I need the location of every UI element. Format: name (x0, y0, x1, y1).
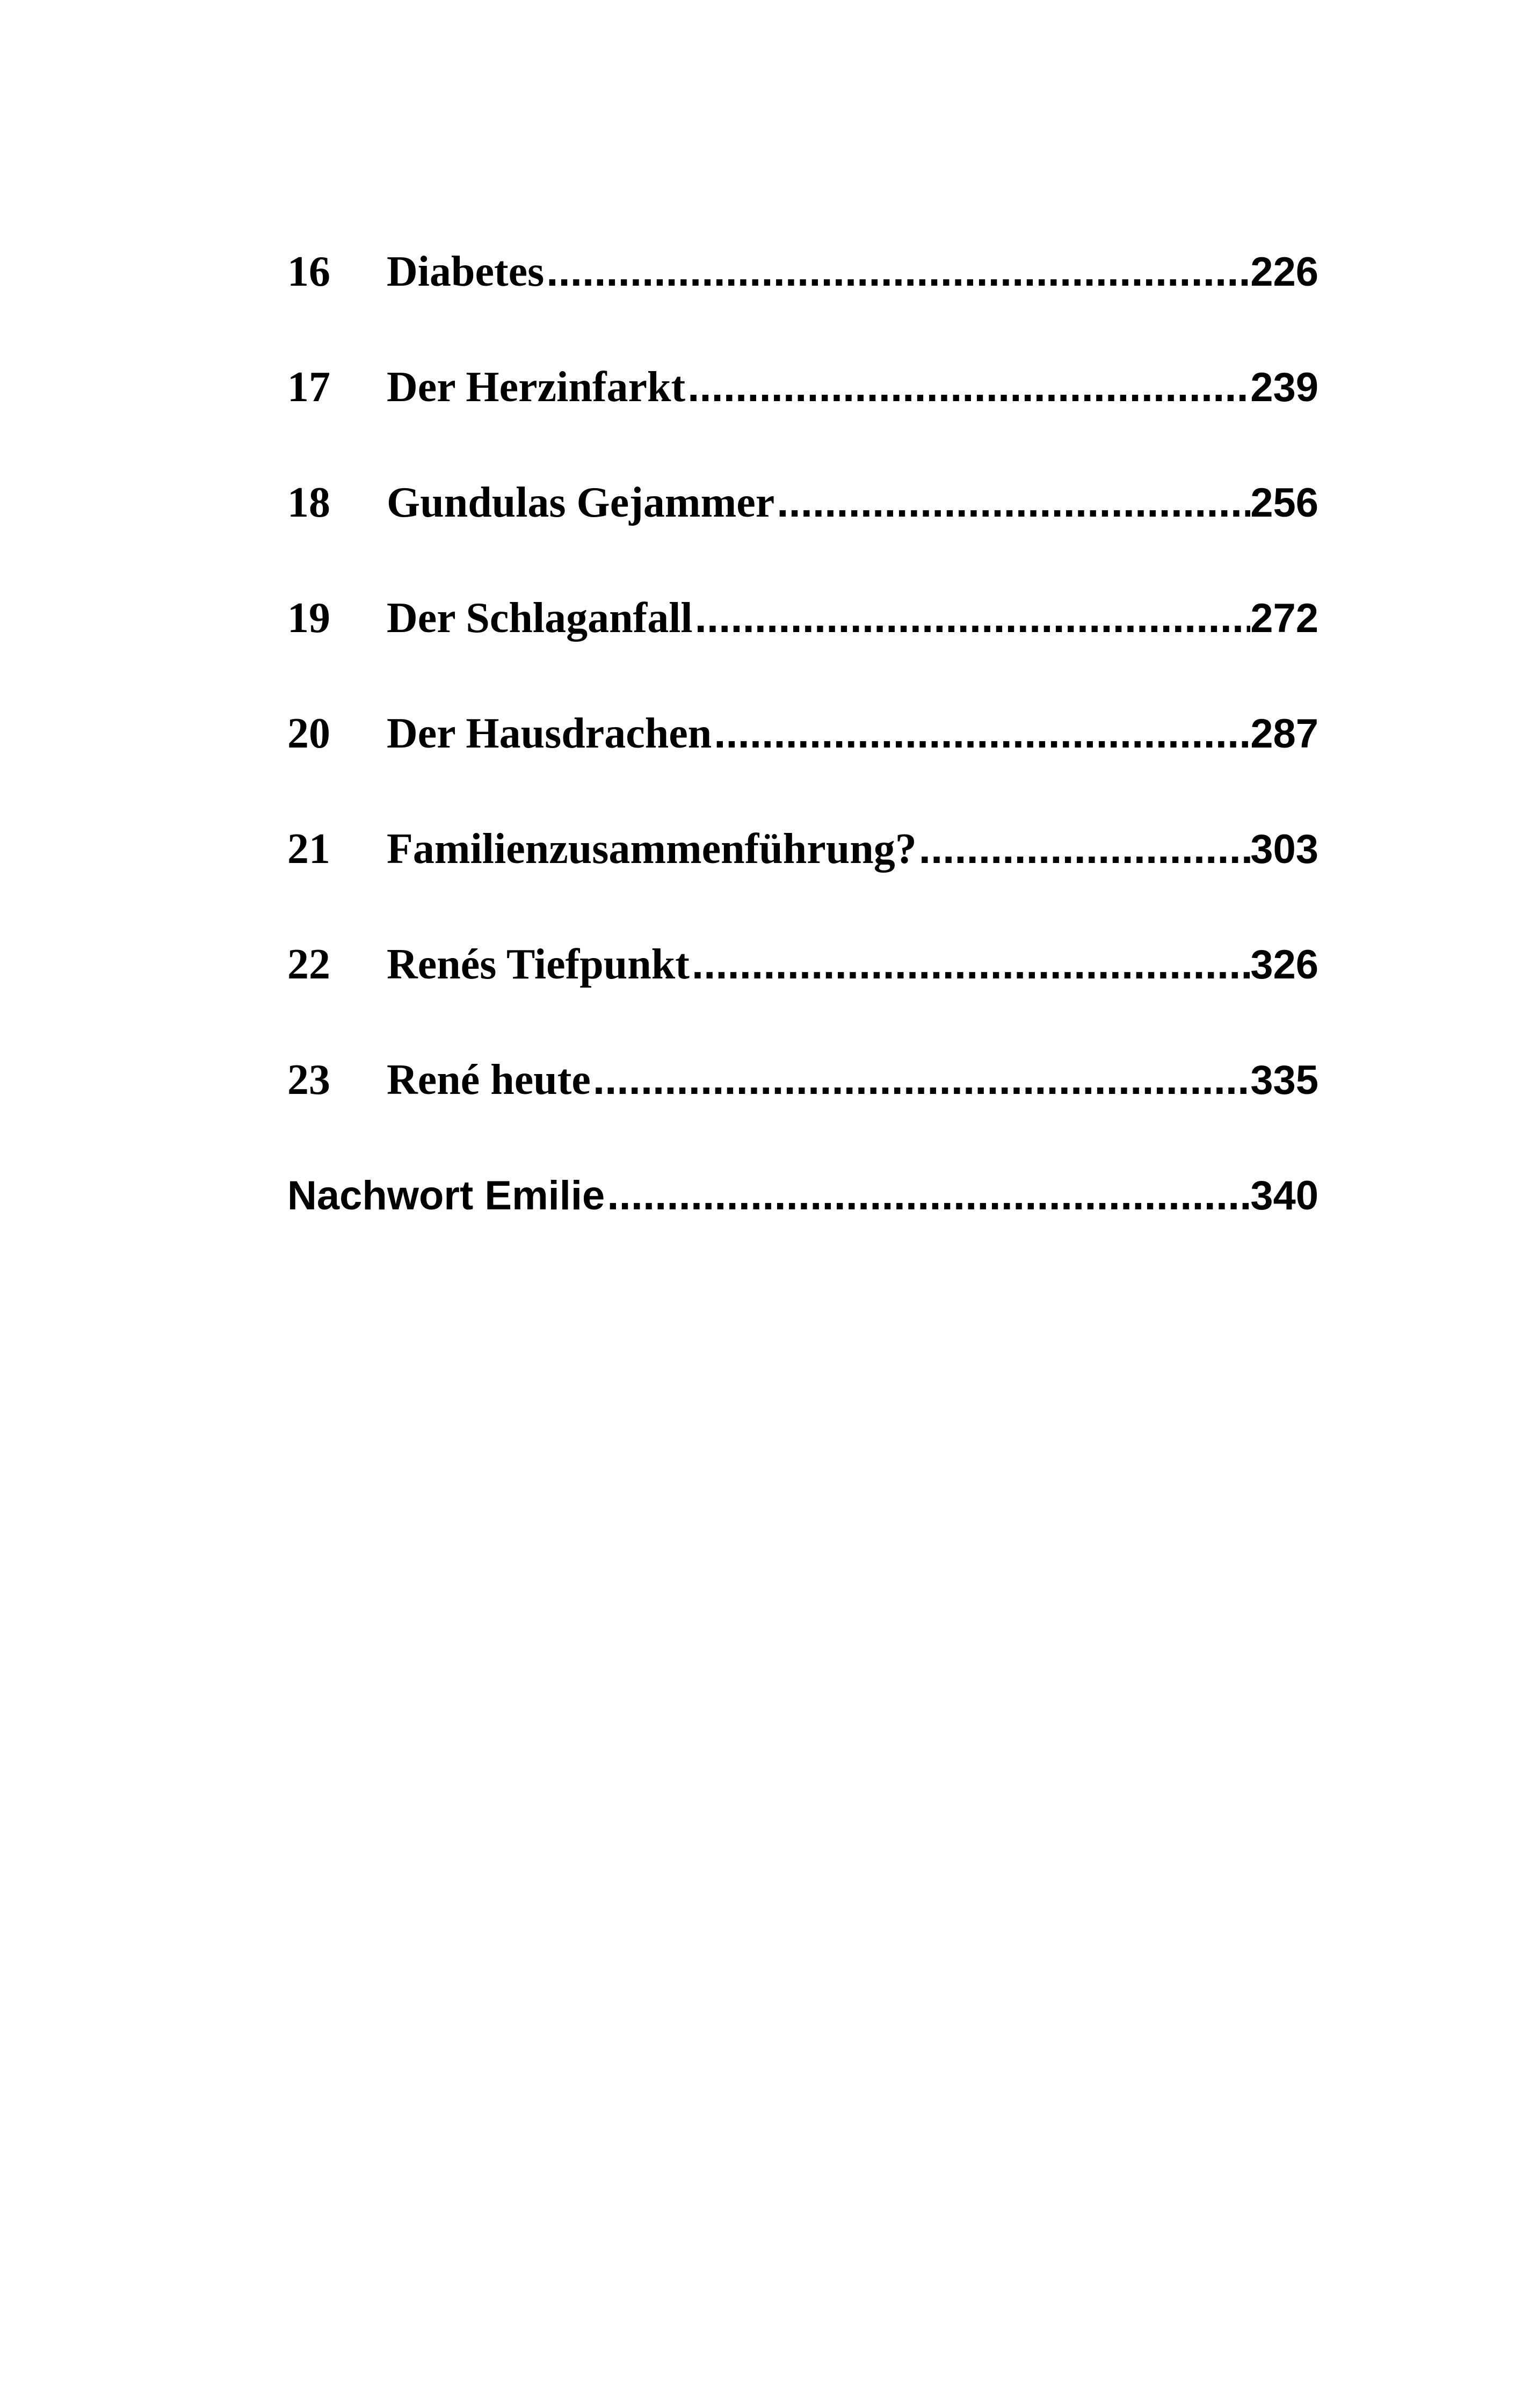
afterword-title: Nachwort Emilie (287, 1173, 605, 1218)
toc-entry-20[interactable] (287, 703, 1318, 819)
dot-leader (544, 242, 1250, 301)
dot-leader (591, 1050, 1250, 1109)
table-of-contents (287, 242, 1318, 1281)
chapter-number: 21 (287, 825, 330, 873)
dot-leader (774, 473, 1250, 532)
page-number: 326 (1250, 942, 1318, 988)
toc-entry-21[interactable] (287, 819, 1318, 934)
chapter-title: Der Herzinfarkt (387, 364, 686, 411)
toc-entry-19[interactable] (287, 588, 1318, 703)
toc-entry-18[interactable] (287, 473, 1318, 588)
page-number: 256 (1250, 480, 1318, 526)
chapter-title: Familienzusammenführung? (387, 825, 917, 873)
toc-entry-16[interactable] (287, 242, 1318, 357)
page-number: 226 (1250, 249, 1318, 295)
chapter-number: 18 (287, 479, 330, 526)
chapter-number: 17 (287, 364, 330, 411)
page-number: 340 (1250, 1173, 1318, 1218)
page-number: 287 (1250, 711, 1318, 757)
dot-leader (685, 357, 1250, 416)
chapter-title: Renés Tiefpunkt (387, 941, 690, 988)
chapter-number: 23 (287, 1056, 330, 1104)
dot-leader (693, 588, 1251, 647)
dot-leader (917, 819, 1250, 878)
toc-entry-afterword[interactable] (287, 1165, 1318, 1281)
toc-entry-17[interactable] (287, 357, 1318, 473)
chapter-title: Gundulas Gejammer (387, 479, 775, 526)
dot-leader (712, 703, 1250, 763)
chapter-title: René heute (387, 1056, 591, 1104)
page-number: 272 (1250, 596, 1318, 641)
toc-entry-23[interactable] (287, 1050, 1318, 1165)
page-number: 335 (1250, 1057, 1318, 1103)
chapter-number: 19 (287, 594, 330, 642)
chapter-number: 20 (287, 710, 330, 757)
page-number: 239 (1250, 365, 1318, 410)
chapter-title: Der Schlaganfall (387, 594, 693, 642)
chapter-title: Diabetes (387, 248, 545, 295)
toc-entry-22[interactable] (287, 934, 1318, 1050)
dot-leader (605, 1165, 1250, 1224)
page-number: 303 (1250, 826, 1318, 872)
chapter-number: 16 (287, 248, 330, 295)
chapter-number: 22 (287, 941, 330, 988)
dot-leader (690, 934, 1250, 993)
chapter-title: Der Hausdrachen (387, 710, 712, 757)
